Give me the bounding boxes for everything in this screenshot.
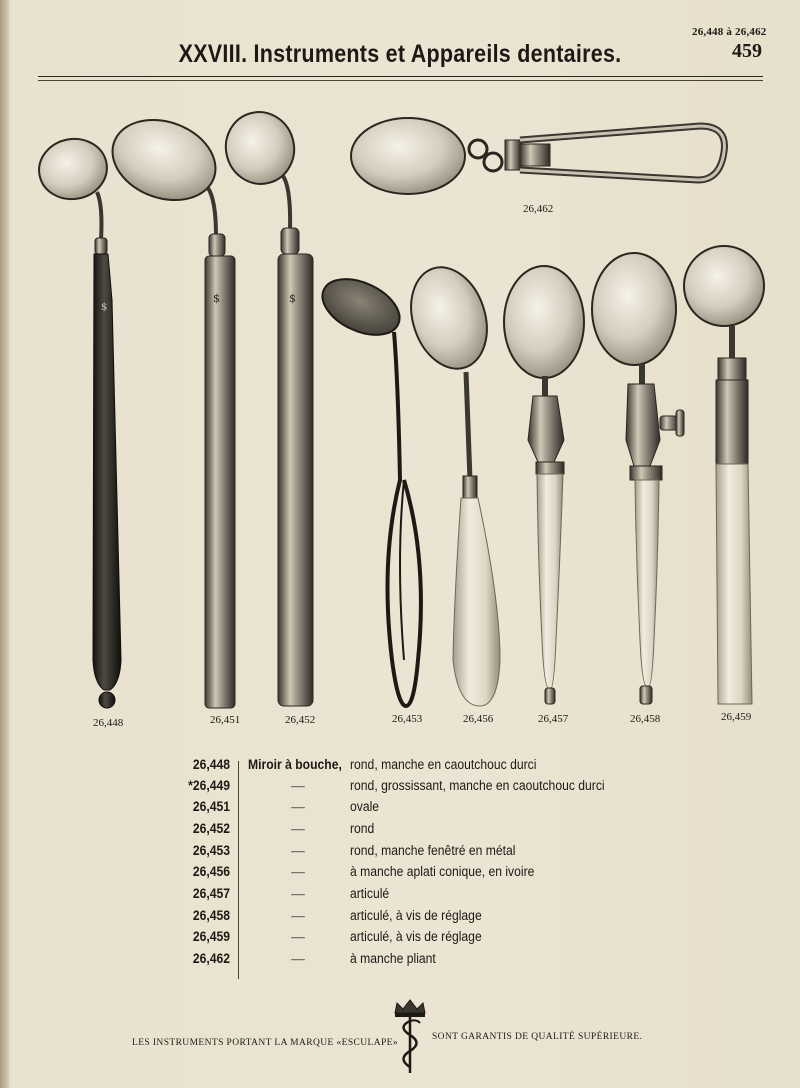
item-number: 26,448 (192, 757, 230, 772)
caption-26459: 26,459 (721, 711, 752, 723)
caption-26448: 26,448 (93, 717, 124, 729)
instrument-26453 (314, 268, 421, 706)
page-title: XXVIII. Instruments et Appareils dentaires. (178, 40, 622, 68)
caption-26453: 26,453 (392, 713, 423, 725)
item-number: 26,458 (192, 908, 230, 923)
item-number: 26,453 (192, 843, 230, 858)
footer-guarantee-text: SONT GARANTIS DE QUALITÉ SUPÉRIEURE. (432, 1032, 643, 1042)
table-row (150, 778, 670, 798)
item-description: à manche pliant (350, 951, 436, 966)
table-row (150, 864, 670, 884)
instrument-26458 (592, 253, 684, 704)
item-number: 26,451 (192, 799, 230, 814)
instrument-26462 (351, 118, 725, 194)
table-row (150, 799, 670, 819)
svg-text:$: $ (289, 292, 296, 305)
table-row (150, 757, 670, 777)
item-description: rond, grossissant, manche en caoutchouc durci (350, 778, 605, 793)
item-number: 26,459 (192, 929, 230, 944)
table-row (150, 821, 670, 841)
ditto-dash: — (291, 908, 305, 923)
instrument-26448 (34, 134, 121, 708)
svg-text:$: $ (101, 302, 108, 313)
table-row (150, 908, 670, 928)
ditto-dash: — (291, 778, 305, 793)
item-range: 26,448 à 26,462 (692, 26, 767, 38)
ditto-dash: — (291, 799, 305, 814)
item-number: *26,449 (188, 778, 230, 793)
item-description: à manche aplati conique, en ivoire (350, 864, 535, 879)
caption-26458: 26,458 (630, 713, 661, 725)
svg-text:$: $ (213, 292, 220, 305)
item-number: 26,456 (192, 864, 230, 879)
page-number: 459 (732, 40, 762, 62)
instrument-26451 (101, 106, 235, 708)
instrument-26459 (684, 246, 764, 704)
caption-26456: 26,456 (463, 713, 494, 725)
ditto-dash: — (291, 929, 305, 944)
table-row (150, 929, 670, 949)
caption-26451: 26,451 (210, 714, 241, 726)
caption-26457: 26,457 (538, 713, 569, 725)
ditto-dash: — (291, 886, 305, 901)
table-row (150, 886, 670, 906)
ditto-dash: — (291, 821, 305, 836)
footer-brand-text: LES INSTRUMENTS PORTANT LA MARQUE «ESCULAPE» (132, 1038, 399, 1048)
item-description: rond, manche fenêtré en métal (350, 843, 516, 858)
item-number: 26,462 (192, 951, 230, 966)
item-description: articulé, à vis de réglage (350, 929, 482, 944)
ditto-dash: — (291, 864, 305, 879)
item-description: rond, manche en caoutchouc durci (350, 757, 537, 772)
item-description: ovale (350, 799, 380, 814)
instrument-26457 (504, 266, 584, 704)
item-number: 26,452 (192, 821, 230, 836)
item-number: 26,457 (192, 886, 230, 901)
caption-26462: 26,462 (523, 203, 554, 215)
item-description: articulé (350, 886, 390, 901)
item-label: Miroir à bouche, (248, 757, 342, 772)
ditto-dash: — (291, 951, 305, 966)
table-row (150, 951, 670, 971)
ditto-dash: — (291, 843, 305, 858)
caption-26452: 26,452 (285, 714, 316, 726)
table-row (150, 843, 670, 863)
item-description: rond (350, 821, 375, 836)
item-description: articulé, à vis de réglage (350, 908, 482, 923)
instrument-26456 (399, 257, 500, 706)
esculape-crown-staff-icon (387, 997, 433, 1075)
